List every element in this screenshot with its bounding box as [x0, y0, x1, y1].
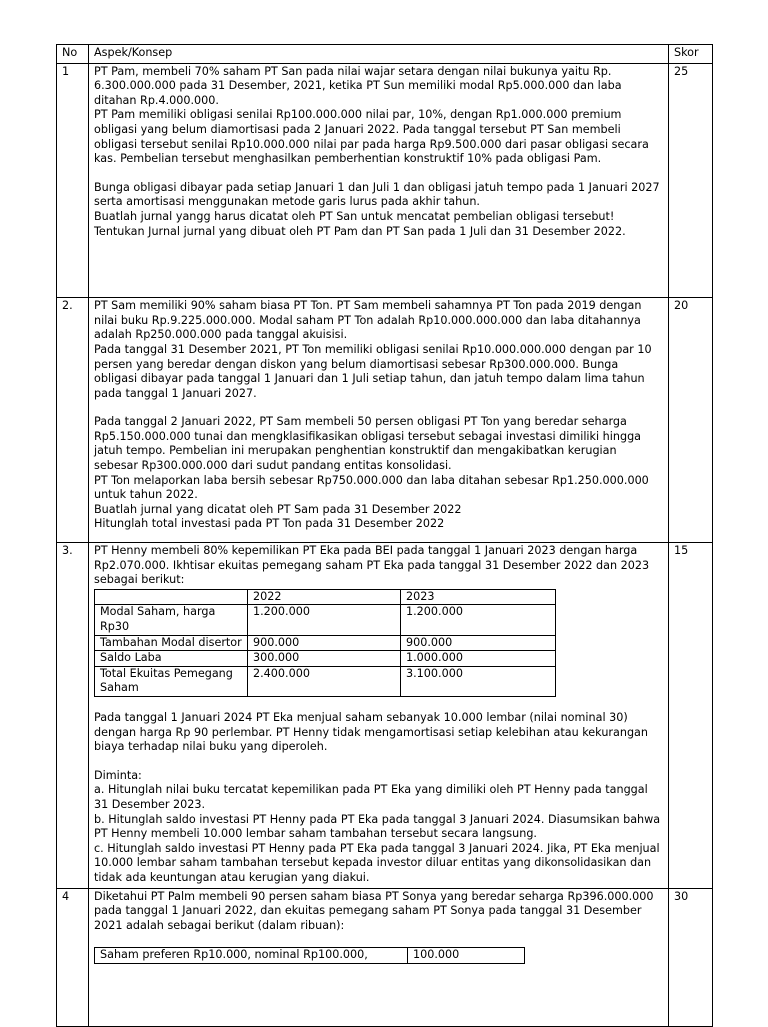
question-row-4 [57, 888, 713, 1026]
equity-header-cell: 2023 [401, 589, 556, 605]
table-row [95, 651, 556, 667]
paragraph: Tentukan Jurnal jurnal yang dibuat oleh PT Pam dan PT San pada 1 Juli dan 31 Desember 2022. [94, 224, 626, 238]
paragraph: c. Hitunglah saldo investasi PT Henny pada PT Eka pada tanggal 3 Januari 2024. Jika, PT Eka menjual 10.000 lembar saham tambahan tersebut kepada investor diluar entitas yang dikonsolidasikan dan tidak ada keuntungan atau kerugian yang diakui. [94, 841, 660, 884]
table-cell: Tambahan Modal disertor [95, 635, 248, 651]
paragraph: Pada tanggal 2 Januari 2022, PT Sam membeli 50 persen obligasi PT Ton yang beredar seharga Rp5.150.000.000 tunai dan mengklasifikasikan obligasi tersebut sebagai investasi dimiliki hingga jatuh tempo. Pembelian ini merupakan penghentian konstruktif dan mengakibatkan kerugian sebesar Rp300.000.000 dari sudut pandang entitas konsolidasi. [94, 415, 642, 473]
table-row [95, 635, 556, 651]
table-cell: 900.000 [248, 635, 401, 651]
paragraph: Diminta: [94, 768, 142, 782]
equity-header-cell [95, 589, 248, 605]
paragraph: PT Pam, membeli 70% saham PT San pada nilai wajar setara dengan nilai bukunya yaitu Rp. 6.300.000.000 pada 31 Desember, 2021, ketika PT Sun memiliki modal Rp5.000.000 dan laba ditahan Rp.4.000.000. [94, 64, 622, 107]
question-score: 25 [669, 63, 713, 298]
question-content [89, 63, 669, 298]
paragraph: PT Ton melaporkan laba bersih sebesar Rp750.000.000 dan laba ditahan sebesar Rp1.250.000.000 untuk tahun 2022. [94, 473, 649, 502]
equity-header-cell: 2022 [248, 589, 401, 605]
table-cell: 900.000 [401, 635, 556, 651]
equity-table-2 [94, 947, 525, 964]
paragraph: Hitunglah total investasi pada PT Ton pada 31 Desember 2022 [94, 517, 445, 531]
question-number: 2. [57, 298, 89, 543]
question-score: 15 [669, 543, 713, 888]
paragraph: Pada tanggal 31 Desember 2021, PT Ton memiliki obligasi senilai Rp10.000.000.000 dengan par 10 persen yang beredar dengan diskon yang belum diamortisasi sebesar Rp300.000.000. Bunga obligasi dibayar pada tanggal 1 Januari dan 1 Juli setiap tahun, dan jatuh tempo dalam lima tahun pada tanggal 1 Januari 2027. [94, 342, 652, 400]
paragraph: Pada tanggal 1 Januari 2024 PT Eka menjual saham sebanyak 10.000 lembar (nilai nominal 30) dengan harga Rp 90 perlembar. PT Henny tidak mengamortisasi setiap kelebihan atau kekurangan biaya terhadap nilai buku yang diperoleh. [94, 710, 648, 754]
question-score: 30 [669, 888, 713, 1026]
header-skor: Skor [669, 45, 713, 64]
paragraph: PT Henny membeli 80% kepemilikan PT Eka pada BEI pada tanggal 1 Januari 2023 dengan harga Rp2.070.000. Ikhtisar ekuitas pemegang saham PT Eka pada tanggal 31 Desember 2022 dan 2023 sebagai berikut: [94, 544, 650, 587]
paragraph: a. Hitunglah nilai buku tercatat kepemilikan pada PT Eka yang dimiliki oleh PT Henny pada tanggal 31 Desember 2023. [94, 783, 648, 811]
table-cell: Saldo Laba [95, 651, 248, 667]
question-row-1 [57, 63, 713, 298]
table-cell: 1.200.000 [248, 605, 401, 635]
table-row [95, 666, 556, 696]
table-cell: 300.000 [248, 651, 401, 667]
question-row-3 [57, 543, 713, 888]
table-cell: 3.100.000 [401, 666, 556, 696]
table-cell: Total Ekuitas Pemegang Saham [95, 666, 248, 696]
question-content [89, 298, 669, 543]
table-cell: 1.200.000 [401, 605, 556, 635]
question-content [89, 543, 669, 888]
question-number: 3. [57, 543, 89, 888]
paragraph: b. Hitunglah saldo investasi PT Henny pada PT Eka pada tanggal 3 Januari 2024. Diasumsikan bahwa PT Henny membeli 10.000 lembar saham tambahan tersebut secara langsung. [94, 812, 661, 841]
question-content [89, 888, 669, 1026]
table-cell: Saham preferen Rp10.000, nominal Rp100.000, [95, 948, 408, 964]
table-cell: 100.000 [408, 948, 525, 964]
exam-table [56, 44, 713, 1027]
question-number: 4 [57, 888, 89, 1026]
paragraph: Buatlah jurnal yang dicatat oleh PT Sam pada 31 Desember 2022 [94, 502, 462, 516]
paragraph: Diketahui PT Palm membeli 90 persen saham biasa PT Sonya yang beredar seharga Rp396.000.000 pada tanggal 1 Januari 2022, dan ekuitas pemegang saham PT Sonya pada tanggal 31 Desember 2021 adalah sebagai berikut (dalam ribuan): [94, 889, 654, 932]
table-cell: 2.400.000 [248, 666, 401, 696]
table-row [95, 605, 556, 635]
question-score: 20 [669, 298, 713, 543]
equity-header-row [95, 589, 556, 605]
header-row [57, 45, 713, 64]
header-no: No [57, 45, 89, 64]
table-cell: Modal Saham, harga Rp30 [95, 605, 248, 635]
question-row-2 [57, 298, 713, 543]
question-number: 1 [57, 63, 89, 298]
paragraph: PT Sam memiliki 90% saham biasa PT Ton. PT Sam membeli sahamnya PT Ton pada 2019 dengan nilai buku Rp.9.225.000.000. Modal saham PT Ton adalah Rp10.000.000.000 dan laba ditahannya adalah Rp250.000.000 pada tanggal akuisisi. [94, 299, 642, 342]
paragraph: Buatlah jurnal yangg harus dicatat oleh PT San untuk mencatat pembelian obligasi tersebut! [94, 209, 615, 223]
table-cell: 1.000.000 [401, 651, 556, 667]
table-row [95, 948, 525, 964]
equity-table [94, 589, 556, 697]
paragraph: Bunga obligasi dibayar pada setiap Januari 1 dan Juli 1 dan obligasi jatuh tempo pada 1 Januari 2027 serta amortisasi menggunakan metode garis lurus pada akhir tahun. [94, 180, 660, 209]
header-aspek: Aspek/Konsep [89, 45, 669, 64]
paragraph: PT Pam memiliki obligasi senilai Rp100.000.000 nilai par, 10%, dengan Rp1.000.000 premium obligasi yang belum diamortisasi pada 2 Januari 2022. Pada tanggal tersebut PT San membeli obligasi tersebut senilai Rp10.000.000 nilai par pada harga Rp9.500.000 dari pasar obligasi secara kas. Pembelian tersebut menghasilkan pemberhentian konstruktif 10% pada obligasi Pam. [94, 108, 649, 166]
